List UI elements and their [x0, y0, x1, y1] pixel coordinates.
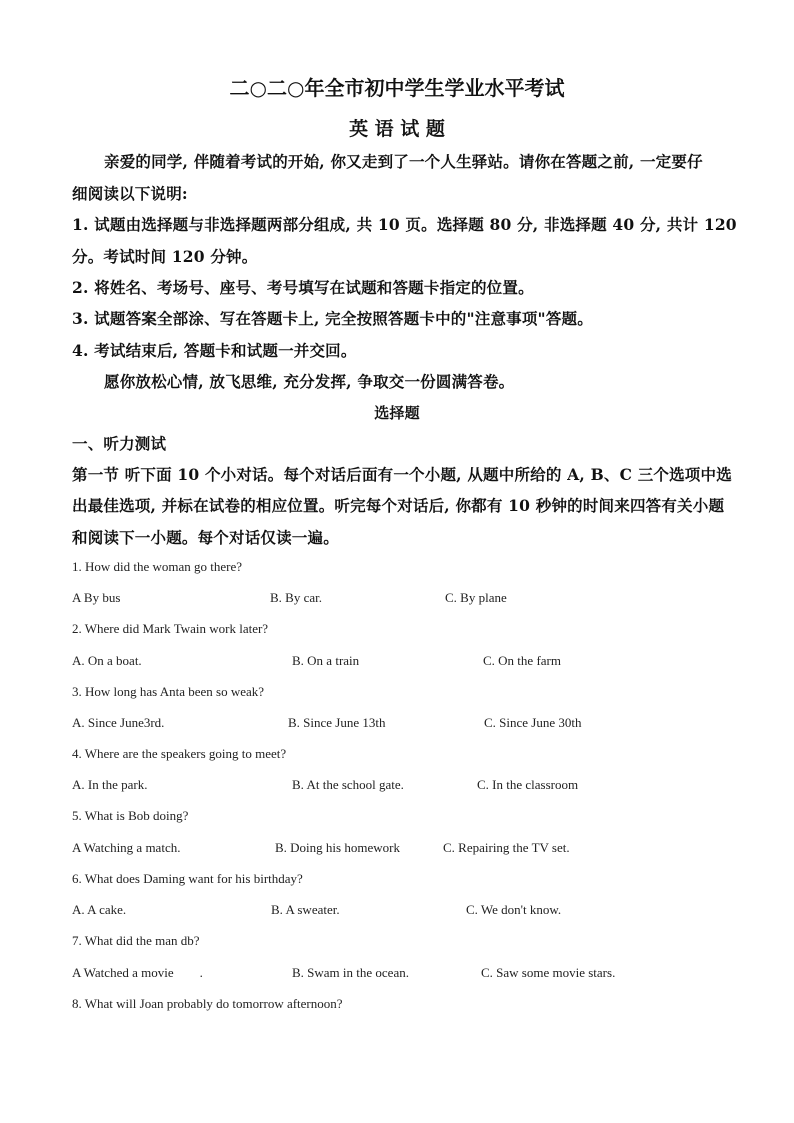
q6-option-b: B. A sweater. [271, 902, 340, 917]
q5-option-a: A Watching a match. [72, 840, 181, 855]
part-title: 一、听力测试 [72, 434, 167, 453]
q5-option-c: C. Repairing the TV set. [443, 840, 570, 855]
question-5: 5. What is Bob doing? [72, 808, 189, 823]
q4-option-a: A. In the park. [72, 777, 148, 792]
question-3: 3. How long has Anta been so weak? [72, 684, 265, 699]
exam-subtitle: 英 语 试 题 [349, 118, 445, 140]
intro-line-1: 亲爱的同学, 伴随着考试的开始, 你又走到了一个人生驿站。请你在答题之前, 一定要仔 [104, 152, 703, 171]
question-2: 2. Where did Mark Twain work later? [72, 621, 269, 636]
q3-option-a: A. Since June3rd. [72, 715, 165, 730]
q2-option-c: C. On the farm [483, 653, 561, 668]
q2-option-b: B. On a train [292, 653, 360, 668]
instruction-line-3: 和阅读下一小题。每个对话仅读一遍。 [72, 528, 339, 547]
q1-option-c: C. By plane [445, 590, 507, 605]
q7-option-c: C. Saw some movie stars. [481, 965, 616, 980]
q6-option-a: A. A cake. [72, 902, 127, 917]
rule-1: 1. 试题由选择题与非选择题两部分组成, 共 10 页。选择题 80 分, 非选择题 40 分, 共计 120 [72, 215, 737, 234]
question-7: 7. What did the man db? [72, 933, 200, 948]
instruction-line-1: 第一节 听下面 10 个小对话。每个对话后面有一个小题, 从题中所给的 A, B、C 三个选项中选 [72, 465, 732, 484]
q5-option-b: B. Doing his homework [275, 840, 400, 855]
q4-option-b: B. At the school gate. [292, 777, 404, 792]
q6-option-c: C. We don't know. [466, 902, 562, 917]
q1-option-a: A By bus [72, 590, 121, 605]
q2-option-a: A. On a boat. [72, 653, 142, 668]
q3-option-c: C. Since June 30th [484, 715, 582, 730]
question-8: 8. What will Joan probably do tomorrow afternoon? [72, 996, 343, 1011]
rule-1-cont: 分。考试时间 120 分钟。 [72, 247, 258, 266]
question-6: 6. What does Daming want for his birthday? [72, 871, 303, 886]
intro-line-2: 细阅读以下说明: [72, 184, 188, 203]
wish-line: 愿你放松心情, 放飞思维, 充分发挥, 争取交一份圆满答卷。 [104, 372, 515, 391]
q3-option-b: B. Since June 13th [288, 715, 386, 730]
rule-2: 2. 将姓名、考场号、座号、考号填写在试题和答题卡指定的位置。 [72, 278, 534, 297]
q7-option-a: A Watched a movie . [72, 965, 203, 980]
q7-option-b: B. Swam in the ocean. [292, 965, 409, 980]
exam-title: 二○二○年全市初中学生学业水平考试 [229, 76, 565, 100]
question-4: 4. Where are the speakers going to meet? [72, 746, 287, 761]
instruction-line-2: 出最佳选项, 并标在试卷的相应位置。听完每个对话后, 你都有 10 秒钟的时间来四答有关小题 [72, 496, 725, 515]
question-1: 1. How did the woman go there? [72, 559, 243, 574]
rule-3: 3. 试题答案全部涂、写在答题卡上, 完全按照答题卡中的"注意事项"答题。 [72, 309, 593, 328]
q4-option-c: C. In the classroom [477, 777, 579, 792]
rule-4: 4. 考试结束后, 答题卡和试题一并交回。 [72, 341, 357, 360]
section-title: 选择题 [374, 404, 420, 422]
q1-option-b: B. By car. [270, 590, 322, 605]
